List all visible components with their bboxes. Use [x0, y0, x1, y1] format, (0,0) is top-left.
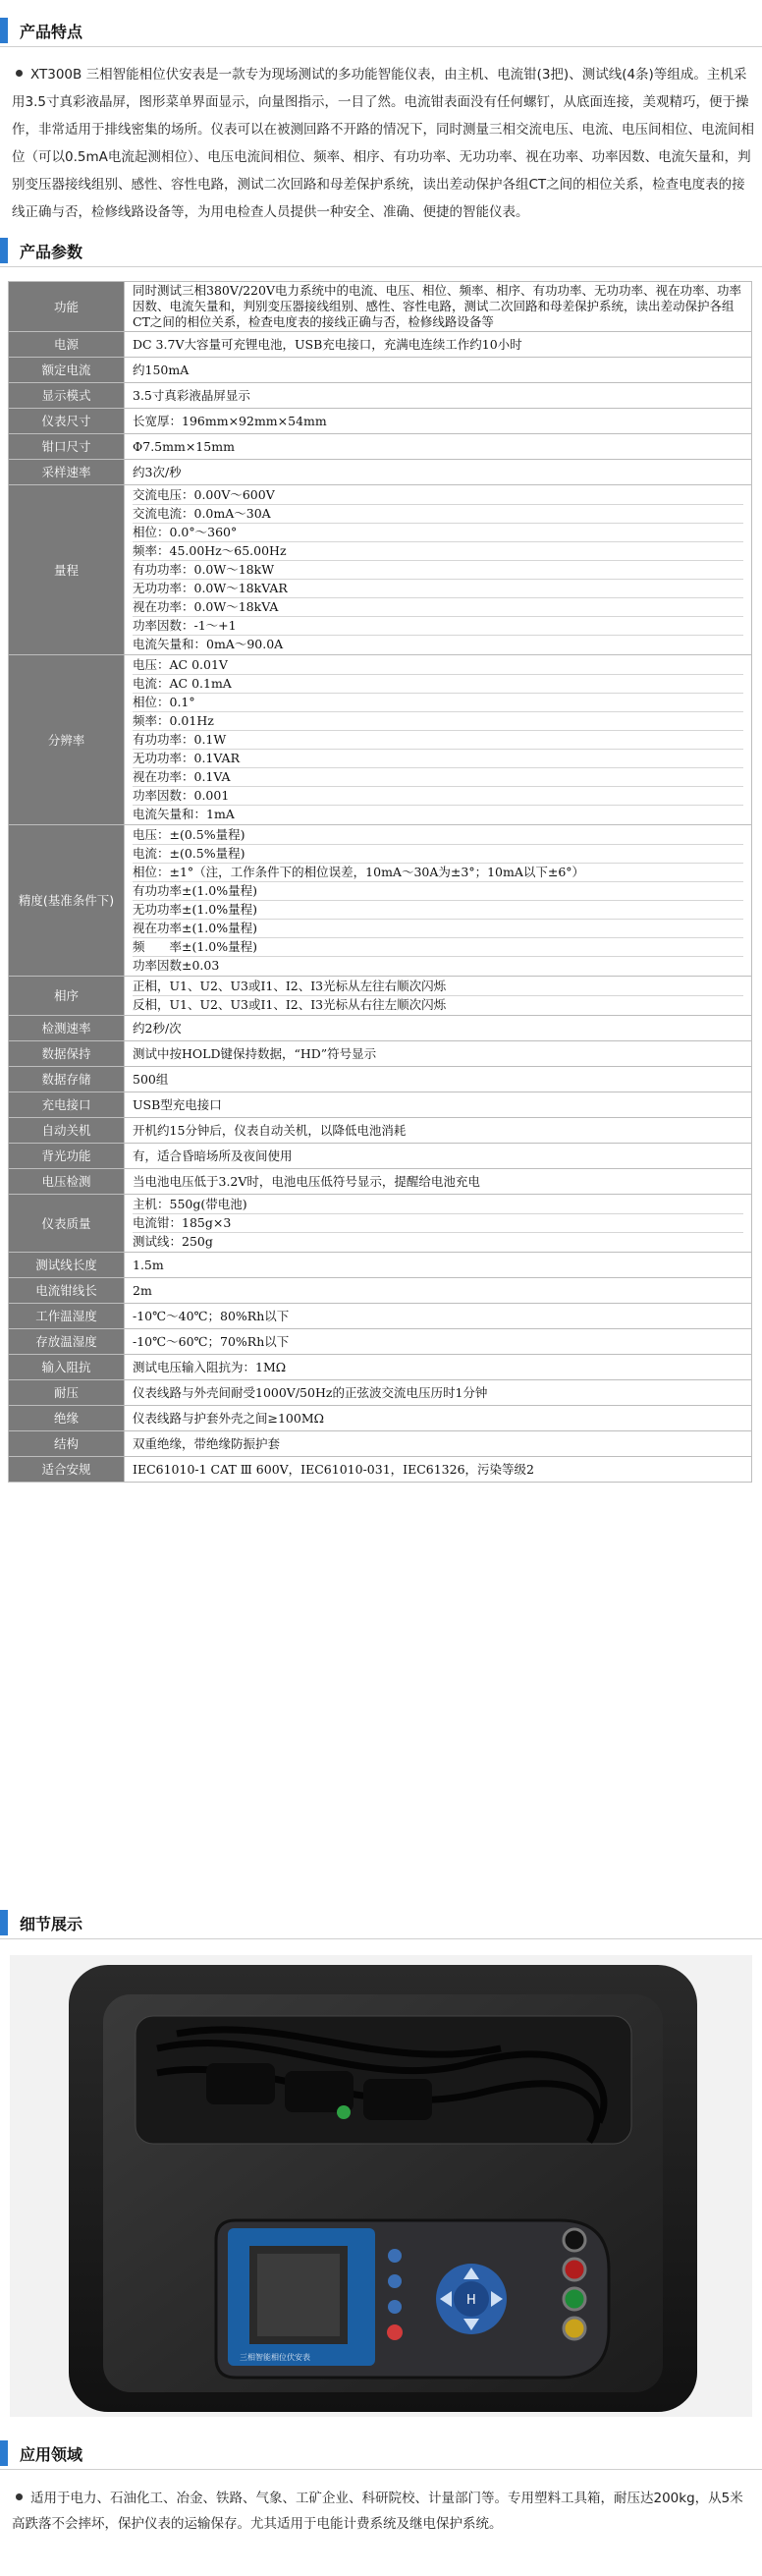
spec-value: [125, 485, 752, 655]
spec-key: 量程: [9, 485, 125, 655]
spec-key: 数据存储: [9, 1067, 125, 1092]
spec-table: [8, 281, 752, 1483]
spec-row: [9, 282, 752, 332]
spec-key: 自动关机: [9, 1118, 125, 1144]
features-paragraph: [12, 61, 754, 226]
spec-value: 2m: [125, 1278, 752, 1304]
features-title: 产品特点: [20, 23, 83, 41]
features-header: [0, 18, 762, 47]
spec-row: [9, 1304, 752, 1329]
spec-key: 仪表质量: [9, 1195, 125, 1253]
meter-device: [216, 2220, 609, 2378]
spec-row: [9, 460, 752, 485]
spec-value-line: 视在功率：0.0W～18kVA: [133, 598, 743, 617]
product-photo: [10, 1955, 752, 2417]
spec-value-line: 测试线：250g: [133, 1234, 213, 1249]
spec-value-line: 功率因数：0.001: [133, 787, 743, 806]
spec-value: 3.5寸真彩液晶屏显示: [125, 383, 752, 409]
spec-value-line: 无功功率：0.0W～18kVAR: [133, 580, 743, 598]
spec-row: [9, 332, 752, 358]
spec-value: [125, 977, 752, 1016]
spec-value-line: 频 率±(1.0%量程): [133, 938, 743, 957]
spec-key: 电流钳线长: [9, 1278, 125, 1304]
spec-row: [9, 1169, 752, 1195]
spec-row: [9, 434, 752, 460]
detail-title: 细节展示: [20, 1915, 83, 1933]
spec-value: [125, 655, 752, 825]
spec-value-line: 电压：AC 0.01V: [133, 656, 743, 675]
spec-key: 适合安规: [9, 1457, 125, 1483]
spec-value: -10℃～60℃；70%Rh以下: [125, 1329, 752, 1355]
section-marker: [0, 18, 8, 43]
spec-row: [9, 1431, 752, 1457]
spec-value-line: 电压：±(0.5%量程): [133, 826, 743, 845]
apps-paragraph: [12, 2486, 754, 2537]
spec-row: [9, 1118, 752, 1144]
spec-value-line: 无功功率±(1.0%量程): [133, 901, 743, 920]
detail-header: [0, 1910, 762, 1939]
spec-value: 测试中按HOLD键保持数据，“HD”符号显示: [125, 1041, 752, 1067]
spec-row: [9, 1016, 752, 1041]
spec-row: [9, 383, 752, 409]
spec-value-line: 电流矢量和：0mA～90.0A: [133, 637, 284, 651]
spec-value: 仪表线路与护套外壳之间≥100MΩ: [125, 1406, 752, 1431]
product-case-illustration: [10, 1955, 752, 2417]
apps-header: [0, 2440, 762, 2470]
apps-text: 适用于电力、石油化工、冶金、铁路、气象、工矿企业、科研院校、计量部门等。专用塑料工具箱，耐压达200kg，从5米高跌落不会摔坏，保护仪表的运输保存。尤其适用于电能计费系统及继电保护系统。: [12, 2491, 743, 2532]
spec-row: [9, 977, 752, 1016]
spec-key: 电源: [9, 332, 125, 358]
section-marker: [0, 1910, 8, 1935]
spec-value-line: 相位：0.0°～360°: [133, 524, 743, 542]
spec-key: 电压检测: [9, 1169, 125, 1195]
spec-value: 1.5m: [125, 1253, 752, 1278]
bullet-icon: [16, 2493, 23, 2500]
spec-value: -10℃～40℃；80%Rh以下: [125, 1304, 752, 1329]
spec-key: 工作温湿度: [9, 1304, 125, 1329]
spec-key: 结构: [9, 1431, 125, 1457]
spec-value-line: 主机：550g(带电池): [133, 1196, 743, 1214]
spec-value: 当电池电压低于3.2V时，电池电压低符号显示，提醒给电池充电: [125, 1169, 752, 1195]
spec-value: 开机约15分钟后，仪表自动关机，以降低电池消耗: [125, 1118, 752, 1144]
spec-value-line: 功率因数：-1～+1: [133, 617, 743, 636]
spec-value: 约150mA: [125, 358, 752, 383]
spec-key: 输入阻抗: [9, 1355, 125, 1380]
spec-row: [9, 655, 752, 825]
spec-row: [9, 825, 752, 977]
spec-value-line: 频率：45.00Hz～65.00Hz: [133, 542, 743, 561]
spec-key: 显示模式: [9, 383, 125, 409]
spec-value-line: 正相，U1、U2、U3或I1、I2、I3光标从左往右顺次闪烁: [133, 978, 743, 996]
features-text: XT300B 三相智能相位伏安表是一款专为现场测试的多功能智能仪表，由主机、电流钳(3把)、测试线(4条)等组成。主机采用3.5寸真彩液晶屏，图形菜单界面显示，向量图指示，一目了然。电流钳表面没有任何螺钉，从底面连接，美观精巧，便于操作，非常适用于排线密集的场所。仪表可以在被测回路不开路的情况下，同时测量三相交流电压、电流、电压间相位、电流间相位（可以0.5mA电流起测相位）、电压电流间相位、频率、相序、有功功率、无功功率、视在功率、功率因数、电流矢量和，判别变压器接线组别、感性、容性电路，测试二次回路和母差保护系统，读出差动保护各组CT之间的相位关系，检查电度表的接线正确与否，检修线路设备等，为用电检查人员提供一种安全、准确、便捷的智能仪表。: [12, 67, 754, 220]
spec-value: IEC61010-1 CAT Ⅲ 600V，IEC61010-031，IEC61326，污染等级2: [125, 1457, 752, 1483]
spec-value: 测试电压输入阻抗为：1MΩ: [125, 1355, 752, 1380]
spec-key: 钳口尺寸: [9, 434, 125, 460]
spec-row: [9, 1406, 752, 1431]
spec-key: 充电接口: [9, 1092, 125, 1118]
spec-row: [9, 1329, 752, 1355]
spec-value: [125, 825, 752, 977]
spec-row: [9, 409, 752, 434]
spec-value-line: 有功功率：0.0W～18kW: [133, 561, 743, 580]
spec-row: [9, 1041, 752, 1067]
spec-row: [9, 1457, 752, 1483]
spec-value: 约3次/秒: [125, 460, 752, 485]
spec-value: USB型充电接口: [125, 1092, 752, 1118]
spec-key: 采样速率: [9, 460, 125, 485]
spec-value: 有，适合昏暗场所及夜间使用: [125, 1144, 752, 1169]
bullet-icon: [16, 70, 23, 77]
spec-value-line: 有功功率±(1.0%量程): [133, 882, 743, 901]
spec-row: [9, 485, 752, 655]
spec-value: DC 3.7V大容量可充锂电池，USB充电接口，充满电连续工作约10小时: [125, 332, 752, 358]
spec-row: [9, 358, 752, 383]
spec-key: 耐压: [9, 1380, 125, 1406]
spec-value: 同时测试三相380V/220V电力系统中的电流、电压、相位、频率、相序、有功功率、无功功率、视在功率、功率因数、电流矢量和，判别变压器接线组别、感性、容性电路，测试二次回路和母差保护系统，读出差动保护各组CT之间的相位关系，检查电度表的接线正确与否，检修线路设备等: [125, 282, 752, 332]
apps-title: 应用领域: [20, 2445, 83, 2464]
spec-key: 测试线长度: [9, 1253, 125, 1278]
spec-value-line: 频率：0.01Hz: [133, 712, 743, 731]
spec-value-line: 相位：0.1°: [133, 694, 743, 712]
spec-value: 双重绝缘，带绝缘防振护套: [125, 1431, 752, 1457]
params-title: 产品参数: [20, 243, 83, 261]
spec-row: [9, 1278, 752, 1304]
spec-value-line: 有功功率：0.1W: [133, 731, 743, 750]
spec-key: 数据保持: [9, 1041, 125, 1067]
spec-value: 仪表线路与外壳间耐受1000V/50Hz的正弦波交流电压历时1分钟: [125, 1380, 752, 1406]
spec-row: [9, 1092, 752, 1118]
spec-key: 仪表尺寸: [9, 409, 125, 434]
spec-key: 背光功能: [9, 1144, 125, 1169]
spec-key: 存放温湿度: [9, 1329, 125, 1355]
spec-row: [9, 1067, 752, 1092]
spec-value-line: 无功功率：0.1VAR: [133, 750, 743, 768]
spec-value-line: 视在功率：0.1VA: [133, 768, 743, 787]
spec-key: 绝缘: [9, 1406, 125, 1431]
spec-key: 功能: [9, 282, 125, 332]
device-dpad-label: H: [466, 2293, 476, 2308]
spec-value-line: 交流电压：0.00V～600V: [133, 486, 743, 505]
spec-value-line: 视在功率±(1.0%量程): [133, 920, 743, 938]
section-marker: [0, 2440, 8, 2466]
spec-row: [9, 1380, 752, 1406]
spec-row: [9, 1253, 752, 1278]
spec-value-line: 功率因数±0.03: [133, 958, 220, 973]
spec-key: 额定电流: [9, 358, 125, 383]
spec-value: 约2秒/次: [125, 1016, 752, 1041]
section-marker: [0, 238, 8, 263]
spec-key: 检测速率: [9, 1016, 125, 1041]
spec-value-line: 电流：AC 0.1mA: [133, 675, 743, 694]
spec-row: [9, 1144, 752, 1169]
spec-key: 分辨率: [9, 655, 125, 825]
spec-value-line: 交流电流：0.0mA～30A: [133, 505, 743, 524]
spec-value: 长宽厚：196mm×92mm×54mm: [125, 409, 752, 434]
spec-value-line: 电流：±(0.5%量程): [133, 845, 743, 864]
params-header: [0, 238, 762, 267]
spec-value-line: 电流钳：185g×3: [133, 1214, 743, 1233]
spec-value-line: 电流矢量和：1mA: [133, 807, 235, 821]
spec-key: 相序: [9, 977, 125, 1016]
spec-value: 500组: [125, 1067, 752, 1092]
spec-value-line: 反相，U1、U2、U3或I1、I2、I3光标从右往左顺次闪烁: [133, 997, 447, 1012]
spec-row: [9, 1355, 752, 1380]
spec-row: [9, 1195, 752, 1253]
device-screen-label: 三相智能相位伏安表: [240, 2353, 310, 2362]
spec-key: 精度(基准条件下): [9, 825, 125, 977]
spec-value: [125, 1195, 752, 1253]
spec-value: Φ7.5mm×15mm: [125, 434, 752, 460]
spec-value-line: 相位：±1°（注，工作条件下的相位误差，10mA～30A为±3°；10mA以下±6°）: [133, 864, 743, 882]
